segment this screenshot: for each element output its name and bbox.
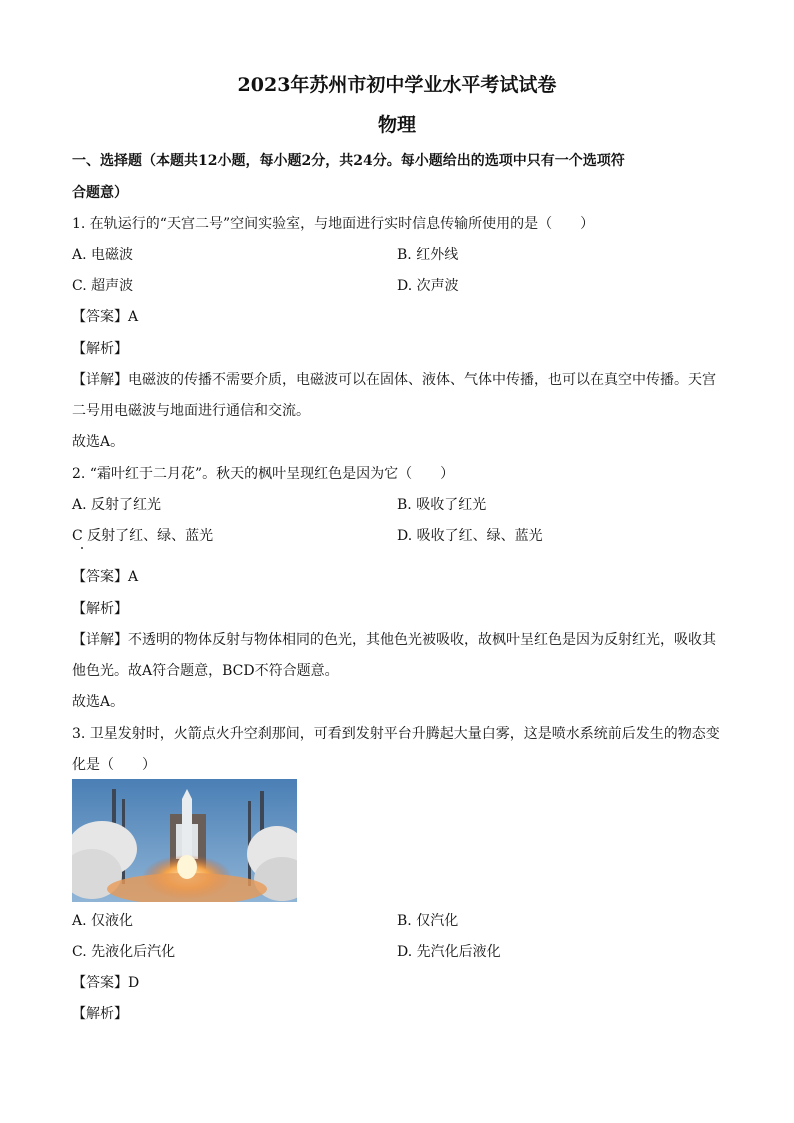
- q2-option-c: C 反射了红、绿、蓝光: [72, 528, 214, 544]
- stray-dot: [81, 547, 83, 549]
- q3-answer: 【答案】D: [72, 975, 140, 991]
- rocket-launch-photo: [72, 779, 297, 902]
- q1-analysis: 【解析】: [72, 341, 128, 357]
- q1-stem: 1. 在轨运行的“天宫二号”空间实验室，与地面进行实时信息传输所使用的是（ ）: [72, 216, 595, 232]
- q1-option-d: D. 次声波: [397, 278, 459, 294]
- q3-option-b: B. 仅汽化: [397, 913, 459, 929]
- q2-option-d: D. 吸收了红、绿、蓝光: [397, 528, 543, 544]
- q3-stem-cont: 化是（ ）: [72, 757, 156, 773]
- q1-option-a: A. 电磁波: [72, 247, 134, 263]
- q1-answer: 【答案】A: [72, 309, 139, 325]
- q2-analysis: 【解析】: [72, 601, 128, 617]
- subject-title: 物理: [377, 114, 416, 136]
- q2-detail: 【详解】不透明的物体反射与物体相同的色光，其他色光被吸收，故枫叶呈红色是因为反射红光，吸收其: [72, 632, 716, 648]
- q1-detail: 【详解】电磁波的传播不需要介质，电磁波可以在固体、液体、气体中传播，也可以在真空中传播。天宫: [72, 372, 716, 388]
- q1-detail-cont: 二号用电磁波与地面进行通信和交流。: [72, 403, 310, 419]
- q1-option-c: C. 超声波: [72, 278, 134, 294]
- exam-title: 2023年苏州市初中学业水平考试试卷: [237, 74, 557, 96]
- q1-option-b: B. 红外线: [397, 247, 459, 263]
- q1-conclusion: 故选A。: [72, 434, 125, 450]
- section-heading: 一、选择题（本题共12小题，每小题2分，共24分。每小题给出的选项中只有一个选项符: [72, 153, 625, 169]
- q3-analysis: 【解析】: [72, 1006, 128, 1022]
- q3-stem: 3. 卫星发射时，火箭点火升空刹那间，可看到发射平台升腾起大量白雾，这是喷水系统前后发生的物态变: [72, 726, 720, 742]
- section-heading-cont: 合题意）: [72, 185, 128, 201]
- q2-stem: 2. “霜叶红于二月花”。秋天的枫叶呈现红色是因为它（ ）: [72, 466, 455, 482]
- q3-option-a: A. 仅液化: [72, 913, 134, 929]
- q3-option-d: D. 先汽化后液化: [397, 944, 501, 960]
- q2-answer: 【答案】A: [72, 569, 139, 585]
- q2-detail-cont: 他色光。故A符合题意，BCD不符合题意。: [72, 663, 339, 679]
- q2-conclusion: 故选A。: [72, 694, 125, 710]
- q2-option-b: B. 吸收了红光: [397, 497, 487, 513]
- q2-option-a: A. 反射了红光: [72, 497, 162, 513]
- q3-option-c: C. 先液化后汽化: [72, 944, 176, 960]
